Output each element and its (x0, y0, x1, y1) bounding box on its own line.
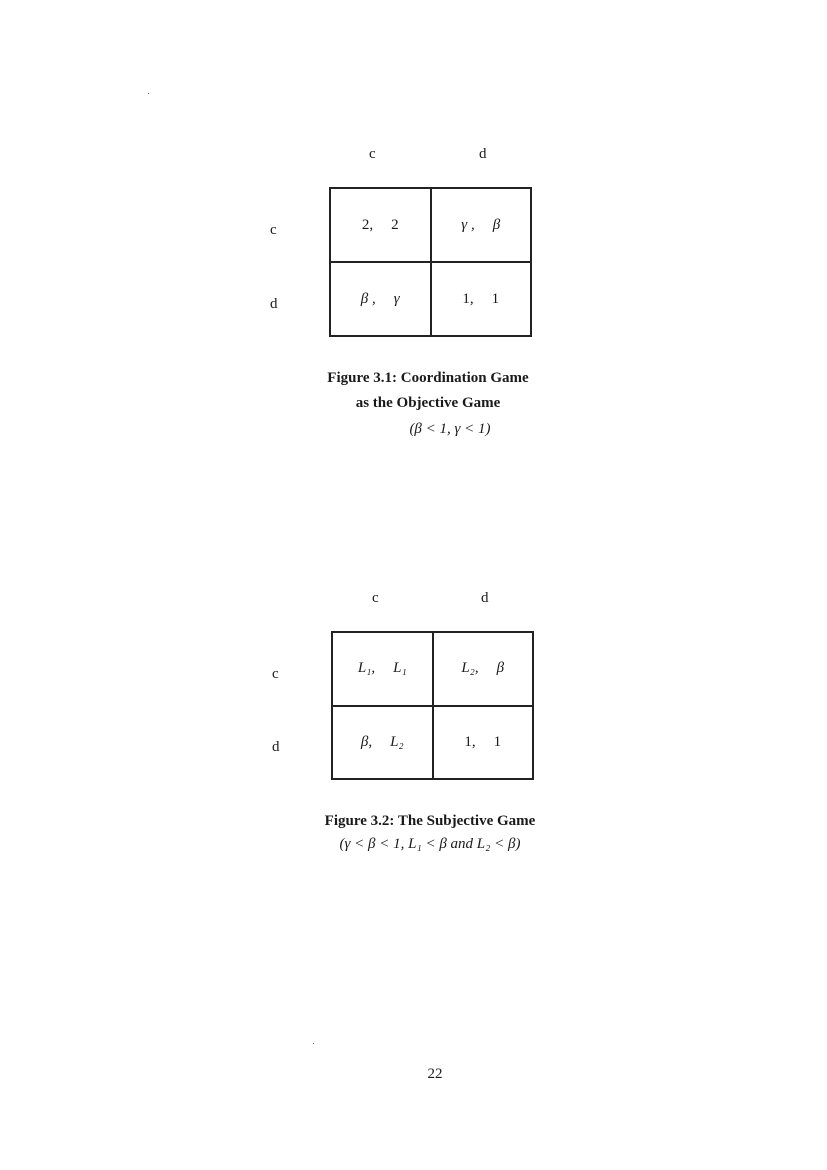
scan-speck (148, 93, 149, 94)
scan-speck (313, 1043, 314, 1044)
payoff-cell-dd (431, 262, 532, 336)
row-label-c: c (270, 222, 277, 238)
payoff-cell-cd (433, 632, 534, 706)
payoff-player1: L₂, (461, 660, 479, 677)
payoff-cell-cd (431, 188, 532, 262)
payoff-player2: 1 (493, 733, 502, 750)
payoff-player1: 1, (464, 733, 476, 750)
row-label-c: c (272, 666, 279, 682)
payoff-player2: 1 (491, 290, 500, 307)
payoff-player2: L₂ (390, 733, 404, 750)
payoff-player2: β (492, 216, 501, 233)
figure-condition: (β < 1, γ < 1) (409, 421, 491, 437)
payoff-cell-cc (330, 188, 431, 262)
payoff-cell-cc (332, 632, 433, 706)
caption-line-2: as the Objective Game (355, 395, 501, 411)
figure-caption (300, 366, 556, 416)
payoff-player1: γ , (461, 216, 475, 233)
payoff-player2: L₁ (393, 660, 407, 677)
column-label-d: d (481, 590, 489, 606)
caption-line-1: Figure 3.2: The Subjective Game (324, 813, 536, 829)
column-label-c: c (369, 146, 376, 162)
payoff-player1: L₁, (357, 660, 376, 677)
payoff-player1: 2, (361, 216, 374, 233)
page-number: 22 (427, 1066, 443, 1082)
column-label-d: d (479, 146, 487, 162)
payoff-player1: 1, (462, 290, 474, 307)
row-label-d: d (272, 739, 280, 755)
figure-caption (296, 809, 564, 834)
payoff-matrix (329, 187, 532, 337)
payoff-player1: β, (360, 733, 373, 750)
payoff-player2: 2 (391, 216, 399, 233)
payoff-cell-dc (330, 262, 431, 336)
payoff-player1: β , (360, 290, 376, 307)
payoff-player2: γ (393, 290, 400, 307)
payoff-cell-dc (332, 706, 433, 780)
column-label-c: c (372, 590, 379, 606)
payoff-cell-dd (433, 706, 534, 780)
figure-condition: (γ < β < 1, L₁ < β and L₂ < β) (339, 836, 521, 852)
row-label-d: d (270, 296, 278, 312)
payoff-matrix (331, 631, 534, 780)
payoff-player2: β (496, 660, 505, 677)
caption-line-1: Figure 3.1: Coordination Game (327, 370, 529, 386)
